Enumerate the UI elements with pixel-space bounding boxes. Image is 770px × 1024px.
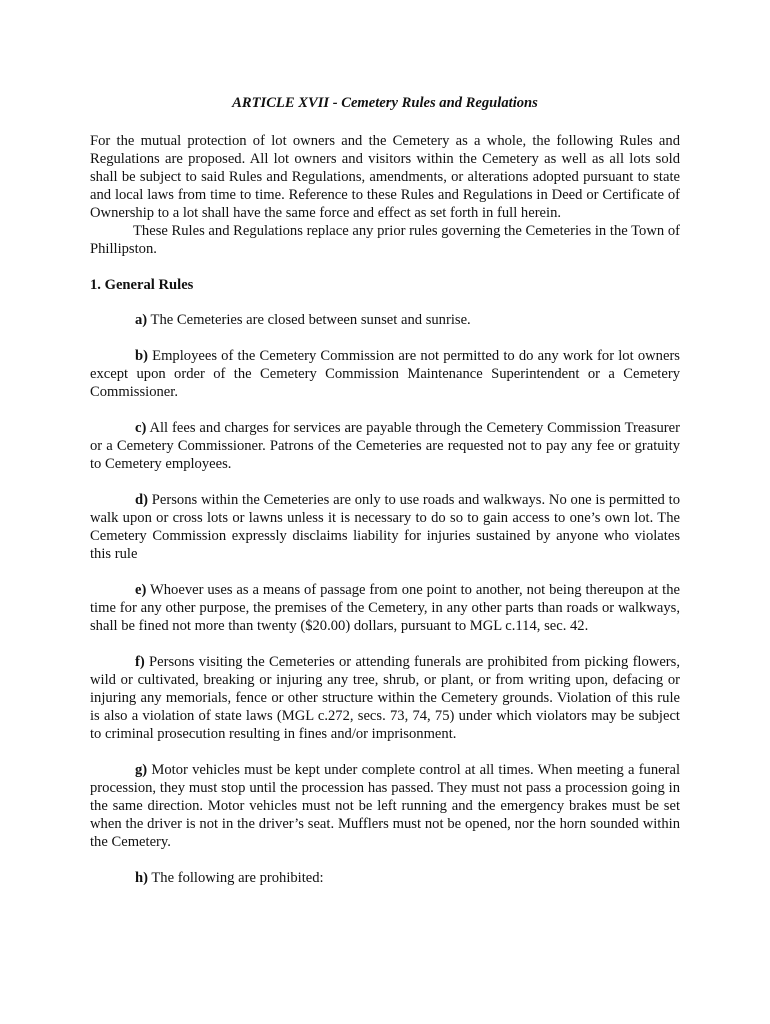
rule-letter: e)	[135, 582, 147, 598]
document-page	[90, 94, 680, 905]
section-heading: 1. General Rules	[90, 277, 194, 293]
rule-letter: f)	[135, 654, 145, 670]
rule-item-g	[90, 761, 680, 851]
rule-letter: a)	[135, 312, 148, 328]
rule-item-h	[90, 869, 680, 887]
rule-letter: d)	[135, 492, 148, 508]
rule-text: Employees of the Cemetery Commission are not permitted to do any work for lot owners except upon order of the Cemetery Commission Maintenance Superintendent or a Cemetery Commissioner.	[90, 348, 680, 400]
rule-text: Persons within the Cemeteries are only to use roads and walkways. No one is permitted to walk upon or cross lots or lawns unless it is necessary to do so to gain access to one’s own lot. The Cemetery Commission expressly disclaims liability for injuries sustained by anyone who violates this rule	[90, 492, 680, 562]
rule-text: All fees and charges for services are payable through the Cemetery Commission Treasurer or a Cemetery Commissioner. Patrons of the Cemeteries are requested not to pay any fee or gratuity to Cemetery employees.	[90, 420, 680, 472]
rule-text: Whoever uses as a means of passage from one point to another, not being thereupon at the time for any other purpose, the premises of the Cemetery, in any other parts than roads or walkways, shall be fined not more than twenty ($20.00) dollars, pursuant to MGL c.114, sec. 42.	[90, 582, 680, 634]
rule-item-e	[90, 581, 680, 635]
rule-text: Motor vehicles must be kept under complete control at all times. When meeting a funeral procession, they must stop until the procession has passed. They must not pass a procession going in the same direction. Motor vehicles must not be left running and the emergency brakes must be set when the driver is not in the driver’s seat. Mufflers must not be opened, nor the horn sounded within the Cemetery.	[90, 762, 680, 850]
rule-text: The following are prohibited:	[147, 870, 324, 886]
rule-letter: b)	[135, 348, 148, 364]
rule-item-a	[90, 311, 680, 329]
document-title: ARTICLE XVII - Cemetery Rules and Regulations	[232, 95, 538, 111]
intro-paragraph: These Rules and Regulations replace any prior rules governing the Cemeteries in the Town of Phillipston.	[90, 223, 680, 257]
rule-item-f	[90, 653, 680, 743]
rule-item-c	[90, 419, 680, 473]
rule-letter: c)	[135, 420, 147, 436]
rule-letter: g)	[135, 762, 148, 778]
rule-item-d	[90, 491, 680, 563]
rule-text: Persons visiting the Cemeteries or attending funerals are prohibited from picking flowers, wild or cultivated, breaking or injuring any tree, shrub, or plant, or from writing upon, defacing or injuring any memorials, fence or other structure within the Cemetery grounds. Violation of this rule is also a violation of state laws (MGL c.272, secs. 73, 74, 75) under which violators may be subject to criminal prosecution resulting in fines and/or imprisonment.	[90, 654, 680, 742]
rule-item-b	[90, 347, 680, 401]
rule-letter: h)	[135, 870, 148, 886]
intro-paragraph: For the mutual protection of lot owners and the Cemetery as a whole, the following Rules and Regulations are proposed. All lot owners and visitors within the Cemetery as well as all lots sold shall be subject to said Rules and Regulations, amendments, or alterations adopted pursuant to state and local laws from time to time. Reference to these Rules and Regulations in Deed or Certificate of Ownership to a lot shall have the same force and effect as set forth in full herein.	[90, 133, 680, 221]
rule-text: The Cemeteries are closed between sunset and sunrise.	[147, 312, 471, 328]
